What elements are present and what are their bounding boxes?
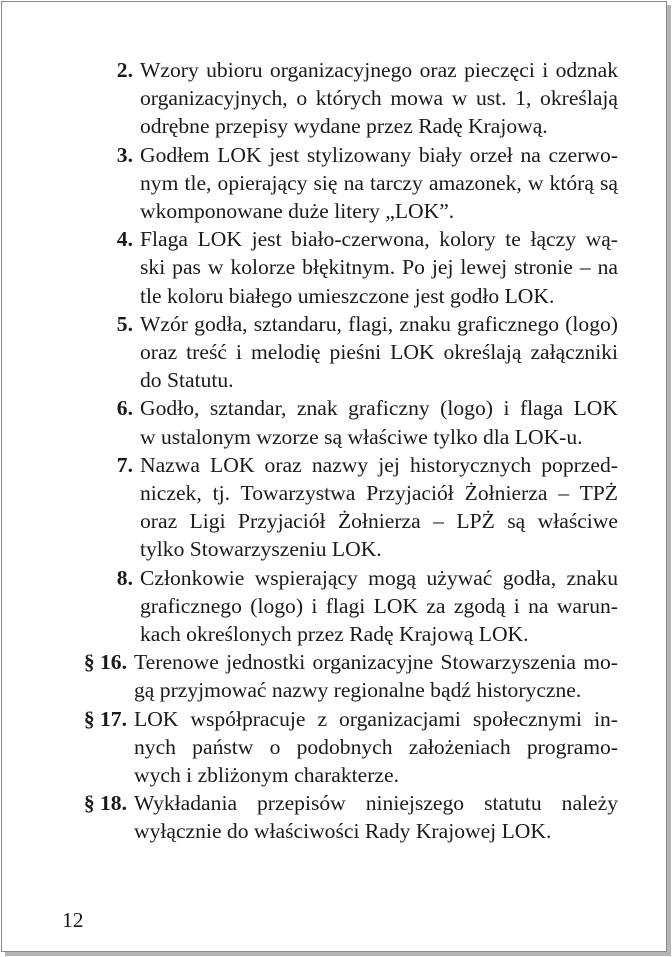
text-line: nych państw o podobnych założeniach programo-: [134, 734, 618, 759]
item-text: [127, 789, 618, 845]
text-line: do Statutu.: [140, 368, 234, 393]
text-line: odrębne przepisy wydane przez Radę Krajową.: [140, 114, 548, 139]
text-line: Członkowie wspierający mogą używać godła, znaku: [140, 565, 618, 590]
text-line: gą przyjmować nazwy regionalne bądź historyczne.: [134, 678, 582, 703]
section-number: § 17.: [83, 706, 127, 731]
item-number: 8.: [116, 565, 133, 590]
text-line: Wzór godła, sztandaru, flagi, znaku graficznego (logo): [140, 311, 618, 336]
text-line: niczek, tj. Towarzystwa Przyjaciół Żołnierza – TPŻ: [140, 481, 618, 506]
numbered-item: [52, 451, 618, 564]
text-line: Wykładania przepisów niniejszego statutu należy: [134, 791, 618, 816]
item-number: 7.: [116, 452, 133, 477]
numbered-item: [52, 141, 618, 226]
text-line: wyłącznie do właściwości Rady Krajowej LOK.: [134, 819, 552, 844]
item-text: [127, 648, 618, 704]
item-text: [133, 394, 618, 450]
text-line: Nazwa LOK oraz nazwy jej historycznych poprzed-: [140, 452, 618, 477]
numbered-item: [52, 310, 618, 395]
section-number: § 18.: [83, 791, 127, 816]
item-number: 4.: [116, 227, 133, 252]
numbered-item: [52, 394, 618, 450]
text-line: organizacyjnych, o których mowa w ust. 1, określają: [140, 86, 618, 111]
text-line: Flaga LOK jest biało-czerwona, kolory te łączy wą-: [140, 227, 618, 252]
numbered-item: [52, 225, 618, 310]
text-line: ski pas w kolorze błękitnym. Po jej lewej stronie – na: [140, 255, 618, 280]
text-line: w ustalonym wzorze są właściwe tylko dla LOK-u.: [140, 424, 583, 449]
text-line: tylko Stowarzyszeniu LOK.: [140, 537, 382, 562]
text-line: kach określonych przez Radę Krajową LOK.: [140, 622, 529, 647]
page-number: 12: [62, 908, 84, 932]
item-text: [127, 705, 618, 790]
section-number: § 16.: [83, 650, 127, 675]
text-line: Godło, sztandar, znak graficzny (logo) i flaga LOK: [140, 396, 618, 421]
item-text: [133, 310, 618, 395]
section-paragraph: [52, 789, 618, 845]
text-line: LOK współpracuje z organizacjami społecznymi in-: [134, 706, 618, 731]
statute-text: [52, 56, 618, 846]
text-line: nym tle, opierający się na tarczy amazonek, w którą są: [140, 170, 618, 195]
item-number: 2.: [116, 58, 133, 82]
text-line: graficznego (logo) i flagi LOK za zgodą i na warun-: [140, 593, 618, 618]
item-text: [133, 56, 618, 141]
item-text: [133, 564, 618, 649]
text-line: tle koloru białego umieszczone jest godło LOK.: [140, 283, 555, 308]
text-line: Terenowe jednostki organizacyjne Stowarzyszenia mo-: [134, 650, 618, 675]
item-number: 6.: [116, 396, 133, 421]
text-line: wkomponowane duże litery „LOK”.: [140, 199, 455, 224]
section-paragraph: [52, 648, 618, 704]
numbered-item: [52, 56, 618, 141]
numbered-item: [52, 564, 618, 649]
item-text: [133, 141, 618, 226]
text-line: Wzory ubioru organizacyjnego oraz pieczęci i odznak: [140, 58, 618, 82]
item-text: [133, 451, 618, 564]
text-line: oraz Ligi Przyjaciół Żołnierza – LPŻ są właściwe: [140, 509, 618, 534]
item-text: [133, 225, 618, 310]
text-line: wych i zbliżonym charakterze.: [134, 763, 399, 788]
item-number: 3.: [116, 142, 133, 167]
text-line: Godłem LOK jest stylizowany biały orzeł na czerwo-: [140, 142, 618, 167]
text-line: oraz treść i melodię pieśni LOK określają załączniki: [140, 340, 618, 365]
section-paragraph: [52, 705, 618, 790]
item-number: 5.: [116, 311, 133, 336]
